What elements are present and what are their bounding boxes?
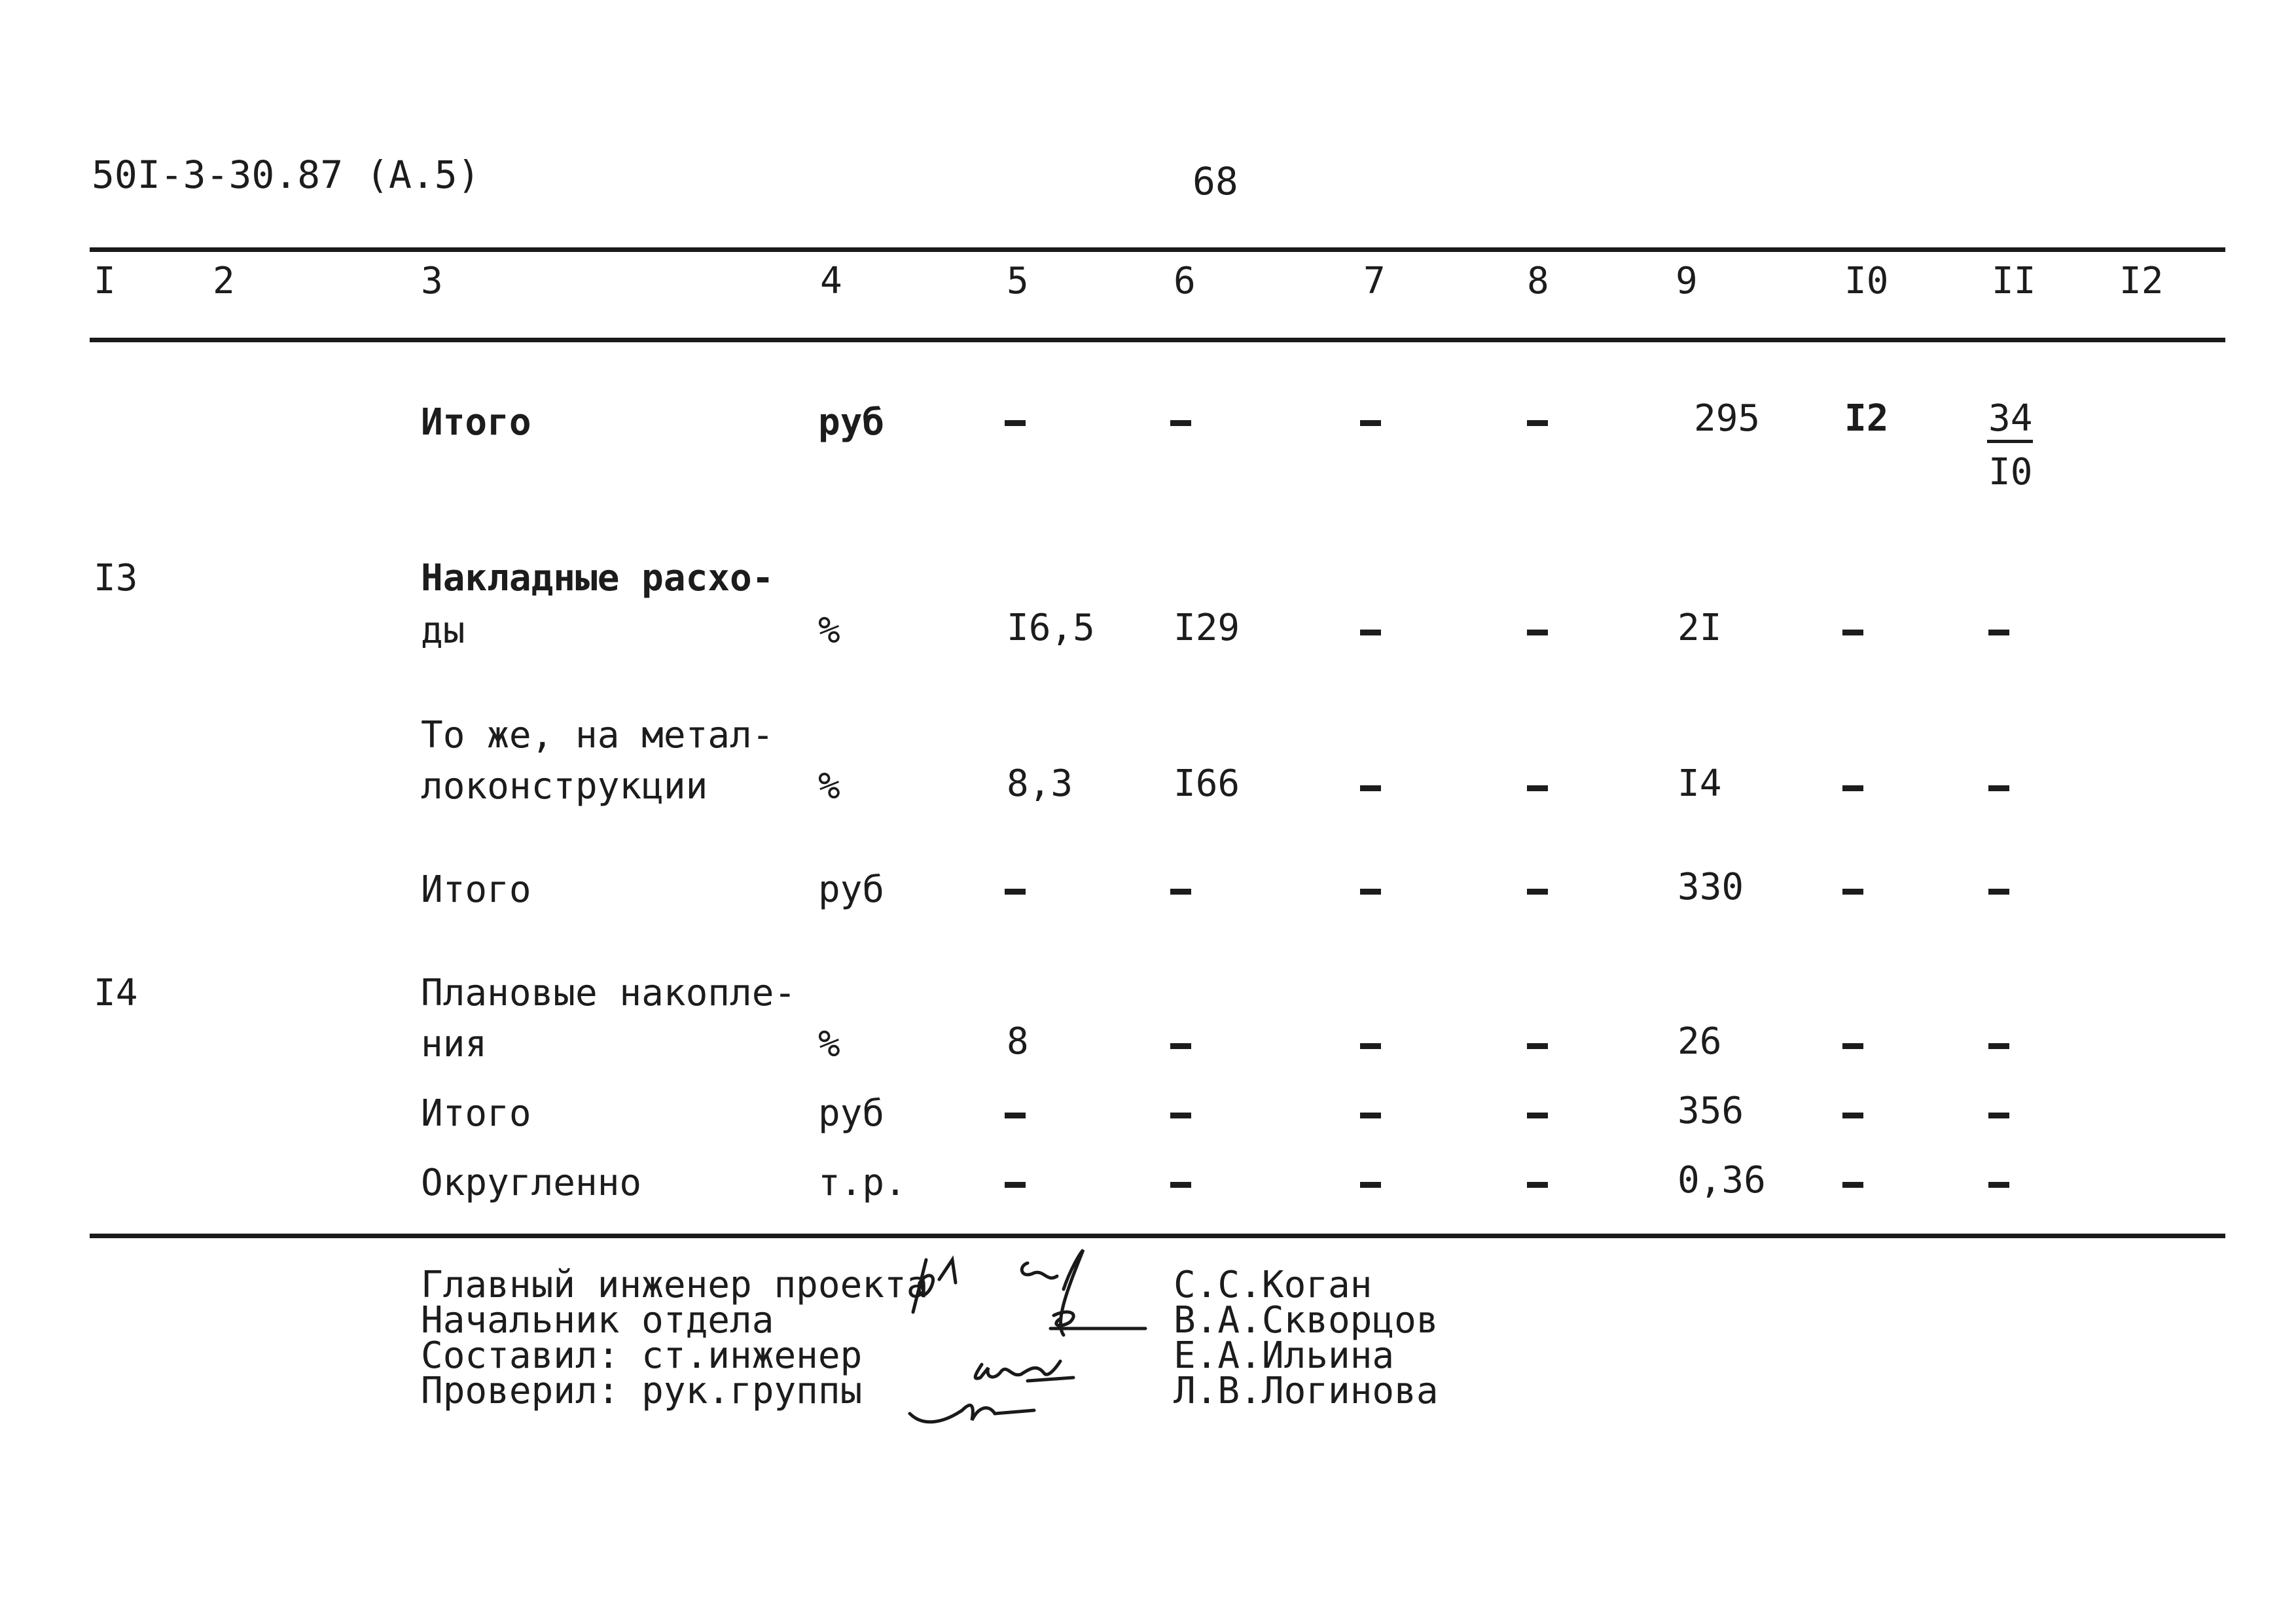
cell-value: I66 [1174, 762, 1240, 805]
column-header: I [94, 260, 116, 302]
signature-role: Главный инженер проекта [421, 1264, 929, 1306]
row-unit: % [818, 765, 840, 808]
row-label: ния [421, 1023, 488, 1065]
column-header: 3 [421, 260, 443, 302]
row-number: I3 [94, 557, 138, 599]
row-label: Итого [421, 401, 531, 444]
row-number: I4 [94, 972, 138, 1014]
row-unit: % [818, 1023, 840, 1065]
dash-mark [1360, 1113, 1381, 1118]
row-label: Округленно [421, 1162, 642, 1204]
column-header: 7 [1363, 260, 1386, 302]
cell-value: 356 [1677, 1090, 1744, 1132]
dash-mark [1170, 420, 1191, 426]
dash-mark [1988, 1113, 2009, 1118]
fraction-denominator: I0 [1988, 451, 2033, 493]
dash-mark [1170, 1182, 1191, 1188]
dash-mark [1842, 889, 1863, 895]
row-unit: руб [818, 401, 885, 444]
dash-mark [1988, 785, 2009, 791]
dash-mark [1842, 630, 1863, 635]
dash-mark [1527, 630, 1548, 635]
cell-value: I6,5 [1007, 607, 1095, 649]
dash-mark [1360, 1182, 1381, 1188]
dash-mark [1360, 785, 1381, 791]
dash-mark [1527, 889, 1548, 895]
dash-mark [1988, 1043, 2009, 1049]
dash-mark [1842, 1113, 1863, 1118]
column-header: 9 [1676, 260, 1698, 302]
dash-mark [1360, 420, 1381, 426]
dash-mark [1360, 889, 1381, 895]
handwritten-signature-icon [903, 1243, 1165, 1446]
cell-value: I29 [1174, 607, 1240, 649]
cell-value: 295 [1694, 397, 1761, 440]
dash-mark [1170, 1113, 1191, 1118]
dash-mark [1527, 420, 1548, 426]
signature-name: Л.В.Логинова [1174, 1370, 1439, 1412]
dash-mark [1842, 785, 1863, 791]
signature-name: С.С.Коган [1174, 1264, 1372, 1306]
dash-mark [1360, 630, 1381, 635]
row-label: Накладные расхо- [421, 557, 774, 599]
dash-mark [1005, 1113, 1026, 1118]
row-label: локонструкции [421, 765, 708, 808]
row-unit: % [818, 609, 840, 652]
row-unit: руб [818, 868, 885, 911]
cell-value: 8 [1007, 1020, 1029, 1063]
dash-mark [1527, 785, 1548, 791]
cell-value: 26 [1677, 1020, 1722, 1063]
dash-mark [1170, 889, 1191, 895]
dash-mark [1170, 1043, 1191, 1049]
column-header: 4 [820, 260, 842, 302]
dash-mark [1842, 1182, 1863, 1188]
dash-mark [1527, 1043, 1548, 1049]
dash-mark [1005, 420, 1026, 426]
signature-name: Е.А.Ильина [1174, 1334, 1395, 1377]
row-unit: руб [818, 1092, 885, 1135]
column-header: 5 [1007, 260, 1029, 302]
table-bottom-rule [90, 1234, 2225, 1238]
column-header: II [1992, 260, 2036, 302]
table-top-rule [90, 247, 2225, 252]
dash-mark [1527, 1182, 1548, 1188]
row-label: Итого [421, 1092, 531, 1135]
row-label: Итого [421, 868, 531, 911]
dash-mark [1988, 889, 2009, 895]
dash-mark [1842, 1043, 1863, 1049]
table-header-rule [90, 338, 2225, 342]
cell-value: 330 [1677, 866, 1744, 908]
signature-name: В.А.Скворцов [1174, 1299, 1439, 1342]
row-label: Плановые накопле- [421, 972, 797, 1014]
column-header: I2 [2119, 260, 2164, 302]
cell-value: 8,3 [1007, 762, 1073, 805]
cell-value: I2 [1844, 397, 1889, 440]
row-unit: т.р. [818, 1162, 906, 1204]
signature-role: Составил: ст.инженер [421, 1334, 863, 1377]
dash-mark [1005, 1182, 1026, 1188]
document-code: 50I-3-30.87 (A.5) [92, 152, 480, 197]
column-header: 8 [1527, 260, 1549, 302]
cell-value: 0,36 [1677, 1159, 1766, 1202]
signature-role: Начальник отдела [421, 1299, 774, 1342]
dash-mark [1360, 1043, 1381, 1049]
column-header: I0 [1844, 260, 1889, 302]
cell-value: I4 [1677, 762, 1722, 805]
fraction-bar [1987, 440, 2033, 443]
signature-role: Проверил: рук.группы [421, 1370, 863, 1412]
row-label: То же, на метал- [421, 714, 774, 757]
dash-mark [1527, 1113, 1548, 1118]
dash-mark [1988, 630, 2009, 635]
dash-mark [1988, 1182, 2009, 1188]
row-label: ды [421, 609, 465, 652]
page-number: 68 [1193, 159, 1238, 204]
cell-value: 2I [1677, 607, 1722, 649]
fraction-numerator: 34 [1988, 397, 2033, 440]
column-header: 2 [213, 260, 235, 302]
dash-mark [1005, 889, 1026, 895]
column-header: 6 [1174, 260, 1196, 302]
